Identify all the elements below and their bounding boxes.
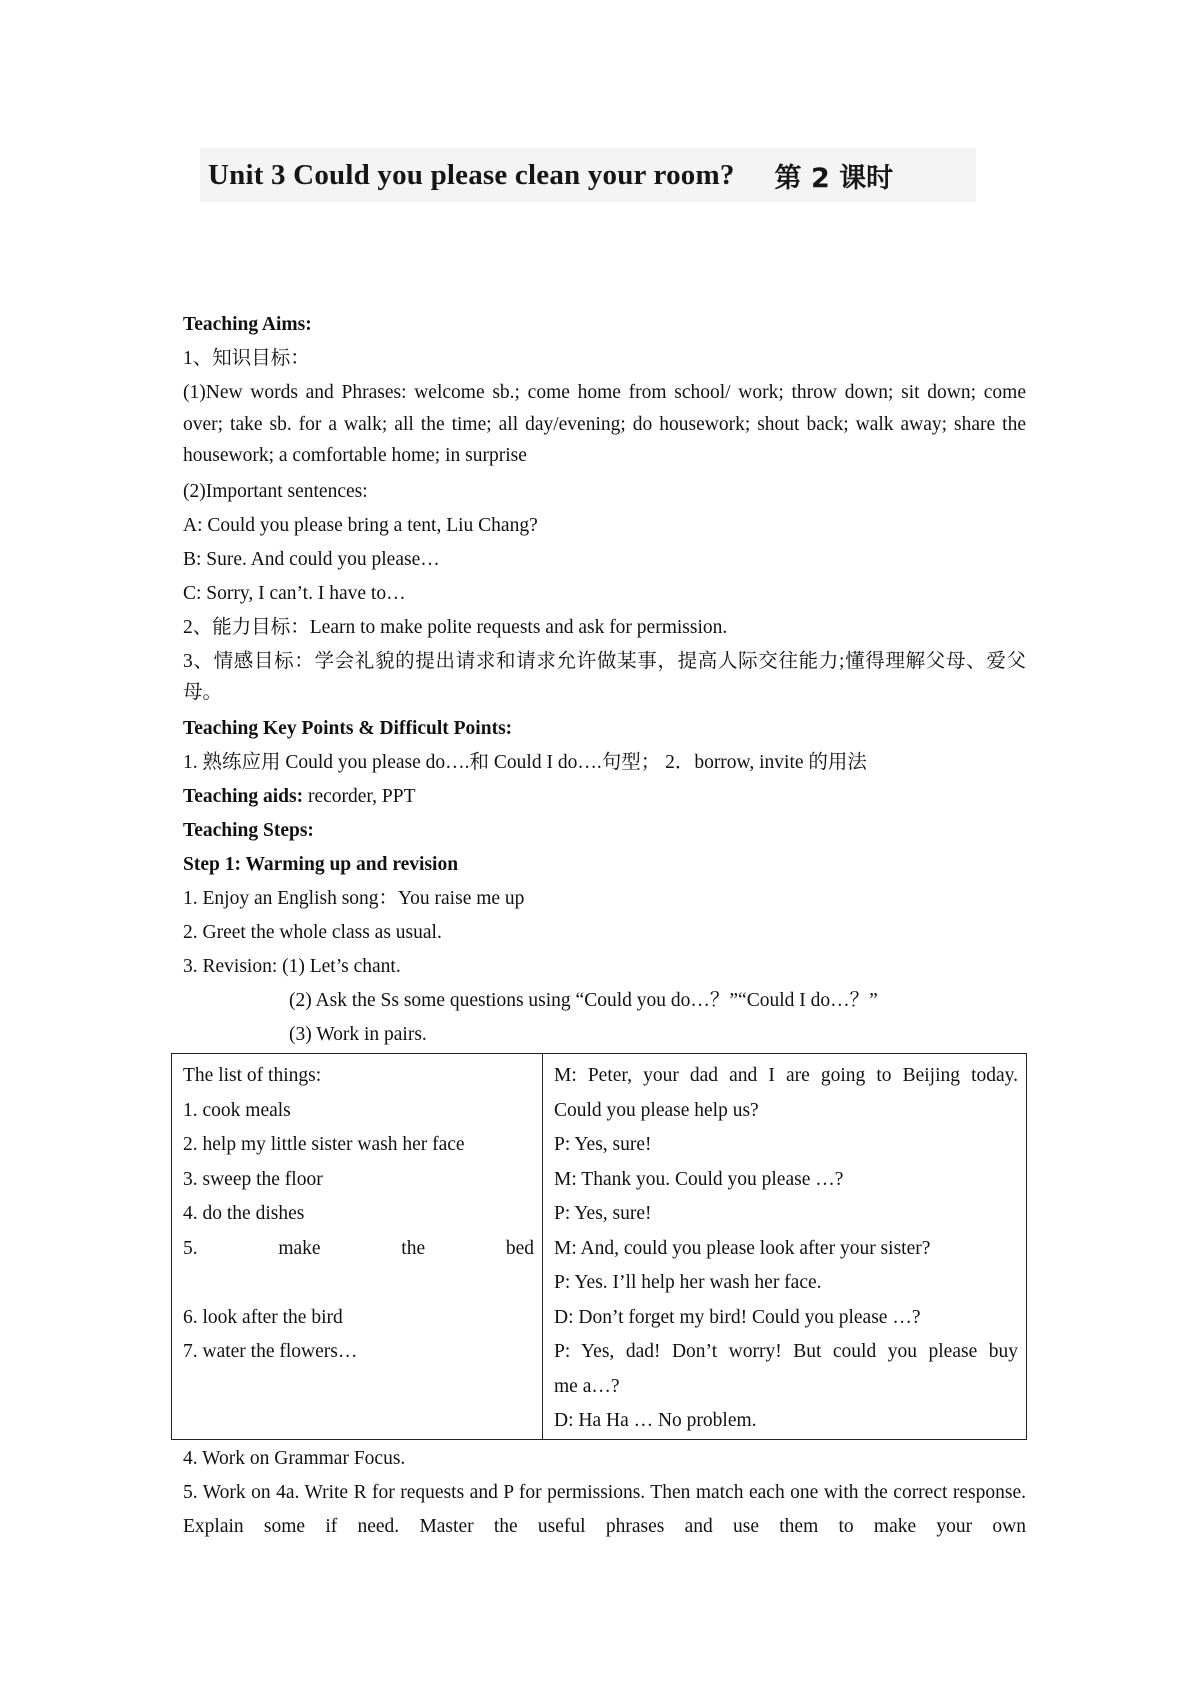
sentence-b: B: Sure. And could you please… — [183, 548, 440, 570]
step1-item-3: 3. Revision: (1) Let’s chant. — [183, 955, 401, 977]
make-bed-word: the — [401, 1237, 426, 1259]
aids-value: recorder, PPT — [303, 785, 416, 807]
dialogue-line: D: Ha Ha … No problem. — [554, 1410, 757, 1431]
keypoints-text: 1. 熟练应用 Could you please do….和 Could I do….句型； 2．borrow, invite 的用法 — [183, 751, 867, 773]
step1-item-2: 2. Greet the whole class as usual. — [183, 921, 442, 943]
things-list-cell — [172, 1054, 543, 1440]
make-bed-word: make — [278, 1237, 321, 1259]
list-item: 6. look after the bird — [183, 1306, 343, 1328]
knowledge-heading: 1、知识目标： — [183, 348, 310, 369]
table-row — [172, 1054, 1027, 1440]
dialogue-line: M: Peter, your dad and I are going to Beijing today. — [554, 1065, 1018, 1086]
title-chinese: 第 2 课时 — [774, 162, 894, 194]
dialogue-line: M: Thank you. Could you please …? — [554, 1168, 844, 1190]
step1-item-5: 5. Work on 4a. Write R for requests and P for permissions. Then match each one with the correct response. Explain some if need. Master the useful phrases and use them to make your own — [183, 1482, 1026, 1537]
ability-aim: 2、能力目标：Learn to make polite requests and ask for permission. — [183, 616, 728, 638]
list-item-make-bed — [183, 1232, 534, 1267]
dialogue-line: me a…? — [554, 1375, 620, 1397]
things-list-header: The list of things: — [183, 1065, 322, 1086]
list-item: 4. do the dishes — [183, 1203, 305, 1224]
dialogue-line: P: Yes. I’ll help her wash her face. — [554, 1272, 822, 1293]
dialogue-line: Could you please help us? — [554, 1099, 759, 1121]
step1-heading: Step 1: Warming up and revision — [183, 853, 459, 875]
dialogue-line: P: Yes, dad! Don’t worry! But could you please buy — [554, 1341, 1018, 1362]
aims-heading: Teaching Aims: — [183, 314, 312, 335]
list-item: 7. water the flowers… — [183, 1341, 358, 1362]
make-bed-word: 5. — [183, 1237, 198, 1259]
list-item: 1. cook meals — [183, 1099, 291, 1121]
dialogue-line: D: Don’t forget my bird! Could you please …? — [554, 1306, 921, 1328]
title-english: Unit 3 Could you please clean your room? — [208, 158, 735, 191]
sentences-heading: (2)Important sentences: — [183, 480, 368, 502]
list-item: 3. sweep the floor — [183, 1168, 323, 1190]
after-table-content — [183, 1442, 1026, 1544]
dialogue-cell — [543, 1054, 1027, 1440]
emotion-aim: 3、情感目标：学会礼貌的提出请求和请求允许做某事，提高人际交往能力;懂得理解父母、爱父母。 — [183, 650, 1026, 703]
sentence-a: A: Could you please bring a tent, Liu Chang? — [183, 514, 538, 536]
steps-heading: Teaching Steps: — [183, 819, 314, 841]
blank-line — [183, 1266, 534, 1301]
list-item: 2. help my little sister wash her face — [183, 1134, 465, 1155]
lesson-content — [183, 308, 1026, 1052]
dialogue-line: P: Yes, sure! — [554, 1134, 652, 1155]
title-banner — [200, 148, 976, 202]
phrases-paragraph: (1)New words and Phrases: welcome sb.; come home from school/ work; throw down; sit down; come over; take sb. for a walk; all the time; all day/evening; do housework; shout back; walk away; share the housework; a comfortable home; in surprise — [183, 382, 1026, 466]
make-bed-word: bed — [505, 1237, 534, 1259]
sentence-c: C: Sorry, I can’t. I have to… — [183, 582, 406, 604]
step1-item-1: 1. Enjoy an English song：You raise me up — [183, 887, 525, 909]
revision-sub-2: (2) Ask the Ss some questions using “Could you do…？”“Could I do…？” — [289, 989, 878, 1011]
teaching-aids — [183, 780, 1026, 814]
dialogue-line: M: And, could you please look after your sister? — [554, 1237, 931, 1259]
step1-item-4: 4. Work on Grammar Focus. — [183, 1448, 406, 1469]
aids-label: Teaching aids: — [183, 785, 304, 807]
dialogue-line: P: Yes, sure! — [554, 1203, 652, 1224]
keypoints-heading: Teaching Key Points & Difficult Points: — [183, 717, 513, 739]
pair-work-table — [171, 1053, 1027, 1440]
revision-sub-3: (3) Work in pairs. — [289, 1023, 427, 1045]
